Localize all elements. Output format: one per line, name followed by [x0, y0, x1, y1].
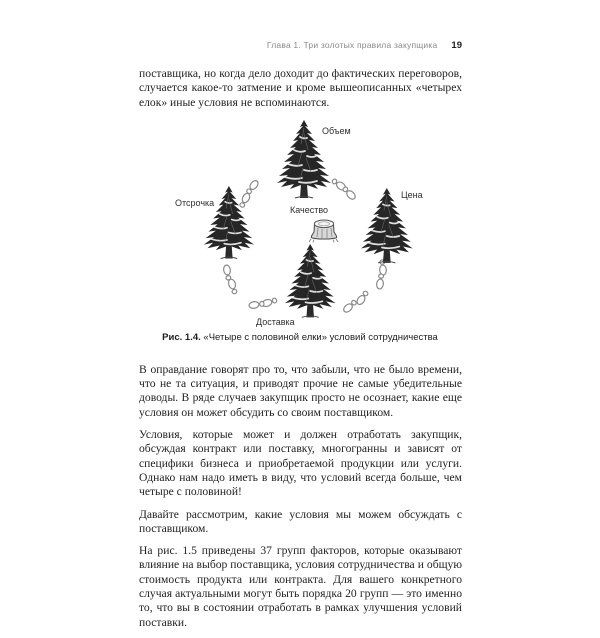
paragraph-1: поставщика, но когда дело доходит до фактических переговоров, случается какое-то затмение и кроме вышеописанных «четырех елок» иные условия не вспоминаются. — [139, 67, 462, 109]
figure-caption — [139, 332, 461, 343]
trees-illustration — [139, 118, 461, 330]
label-deferral: Отсрочка — [175, 197, 215, 208]
label-volume: Объем — [322, 125, 351, 136]
chapter-title: Глава 1. Три золотых правила закупщика — [266, 40, 438, 50]
page-number: 19 — [451, 40, 462, 51]
label-delivery: Доставка — [256, 316, 295, 327]
page-column — [139, 40, 462, 638]
figure-caption-text: «Четыре с половиной елки» условий сотрудничества — [203, 331, 438, 343]
running-header — [139, 40, 462, 51]
figure-caption-number: Рис. 1.4. — [162, 331, 201, 343]
stump-quality-icon — [309, 220, 338, 243]
label-price: Цена — [401, 189, 423, 200]
paragraph-4: Давайте рассмотрим, какие условия мы можем обсуждать с поставщиком. — [139, 507, 462, 535]
paragraph-3: Условия, которые может и должен отработать закупщик, обсуждая контракт или поставку, многогранны и зависят от специфики бизнеса и приобретаемой продукции или услуги. Однако нам надо иметь в виду, что условий всегда больше, чем четыре с половиной! — [139, 428, 462, 499]
paragraph-5: На рис. 1.5 приведены 37 групп факторов, которые оказывают влияние на выбор поставщика, условия сотрудничества и общую стоимость продукта или контракта. Для вашего конкретного случая актуальными могут быть порядка 20 групп — это именно то, что вы в состоянии отработать в рамках улучшения условий поставки. — [139, 544, 462, 629]
label-quality: Качество — [290, 204, 329, 215]
figure-four-and-half-trees — [139, 118, 461, 348]
paragraph-2: В оправдание говорят про то, что забыли, что не было времени, что не та ситуация, и приводят прочие не самые убедительные доводы. В ряде случаев закупщик просто не осознает, какие еще условия он может обсудить со своим поставщиком. — [139, 362, 462, 419]
fir-tree-delivery — [285, 244, 336, 317]
